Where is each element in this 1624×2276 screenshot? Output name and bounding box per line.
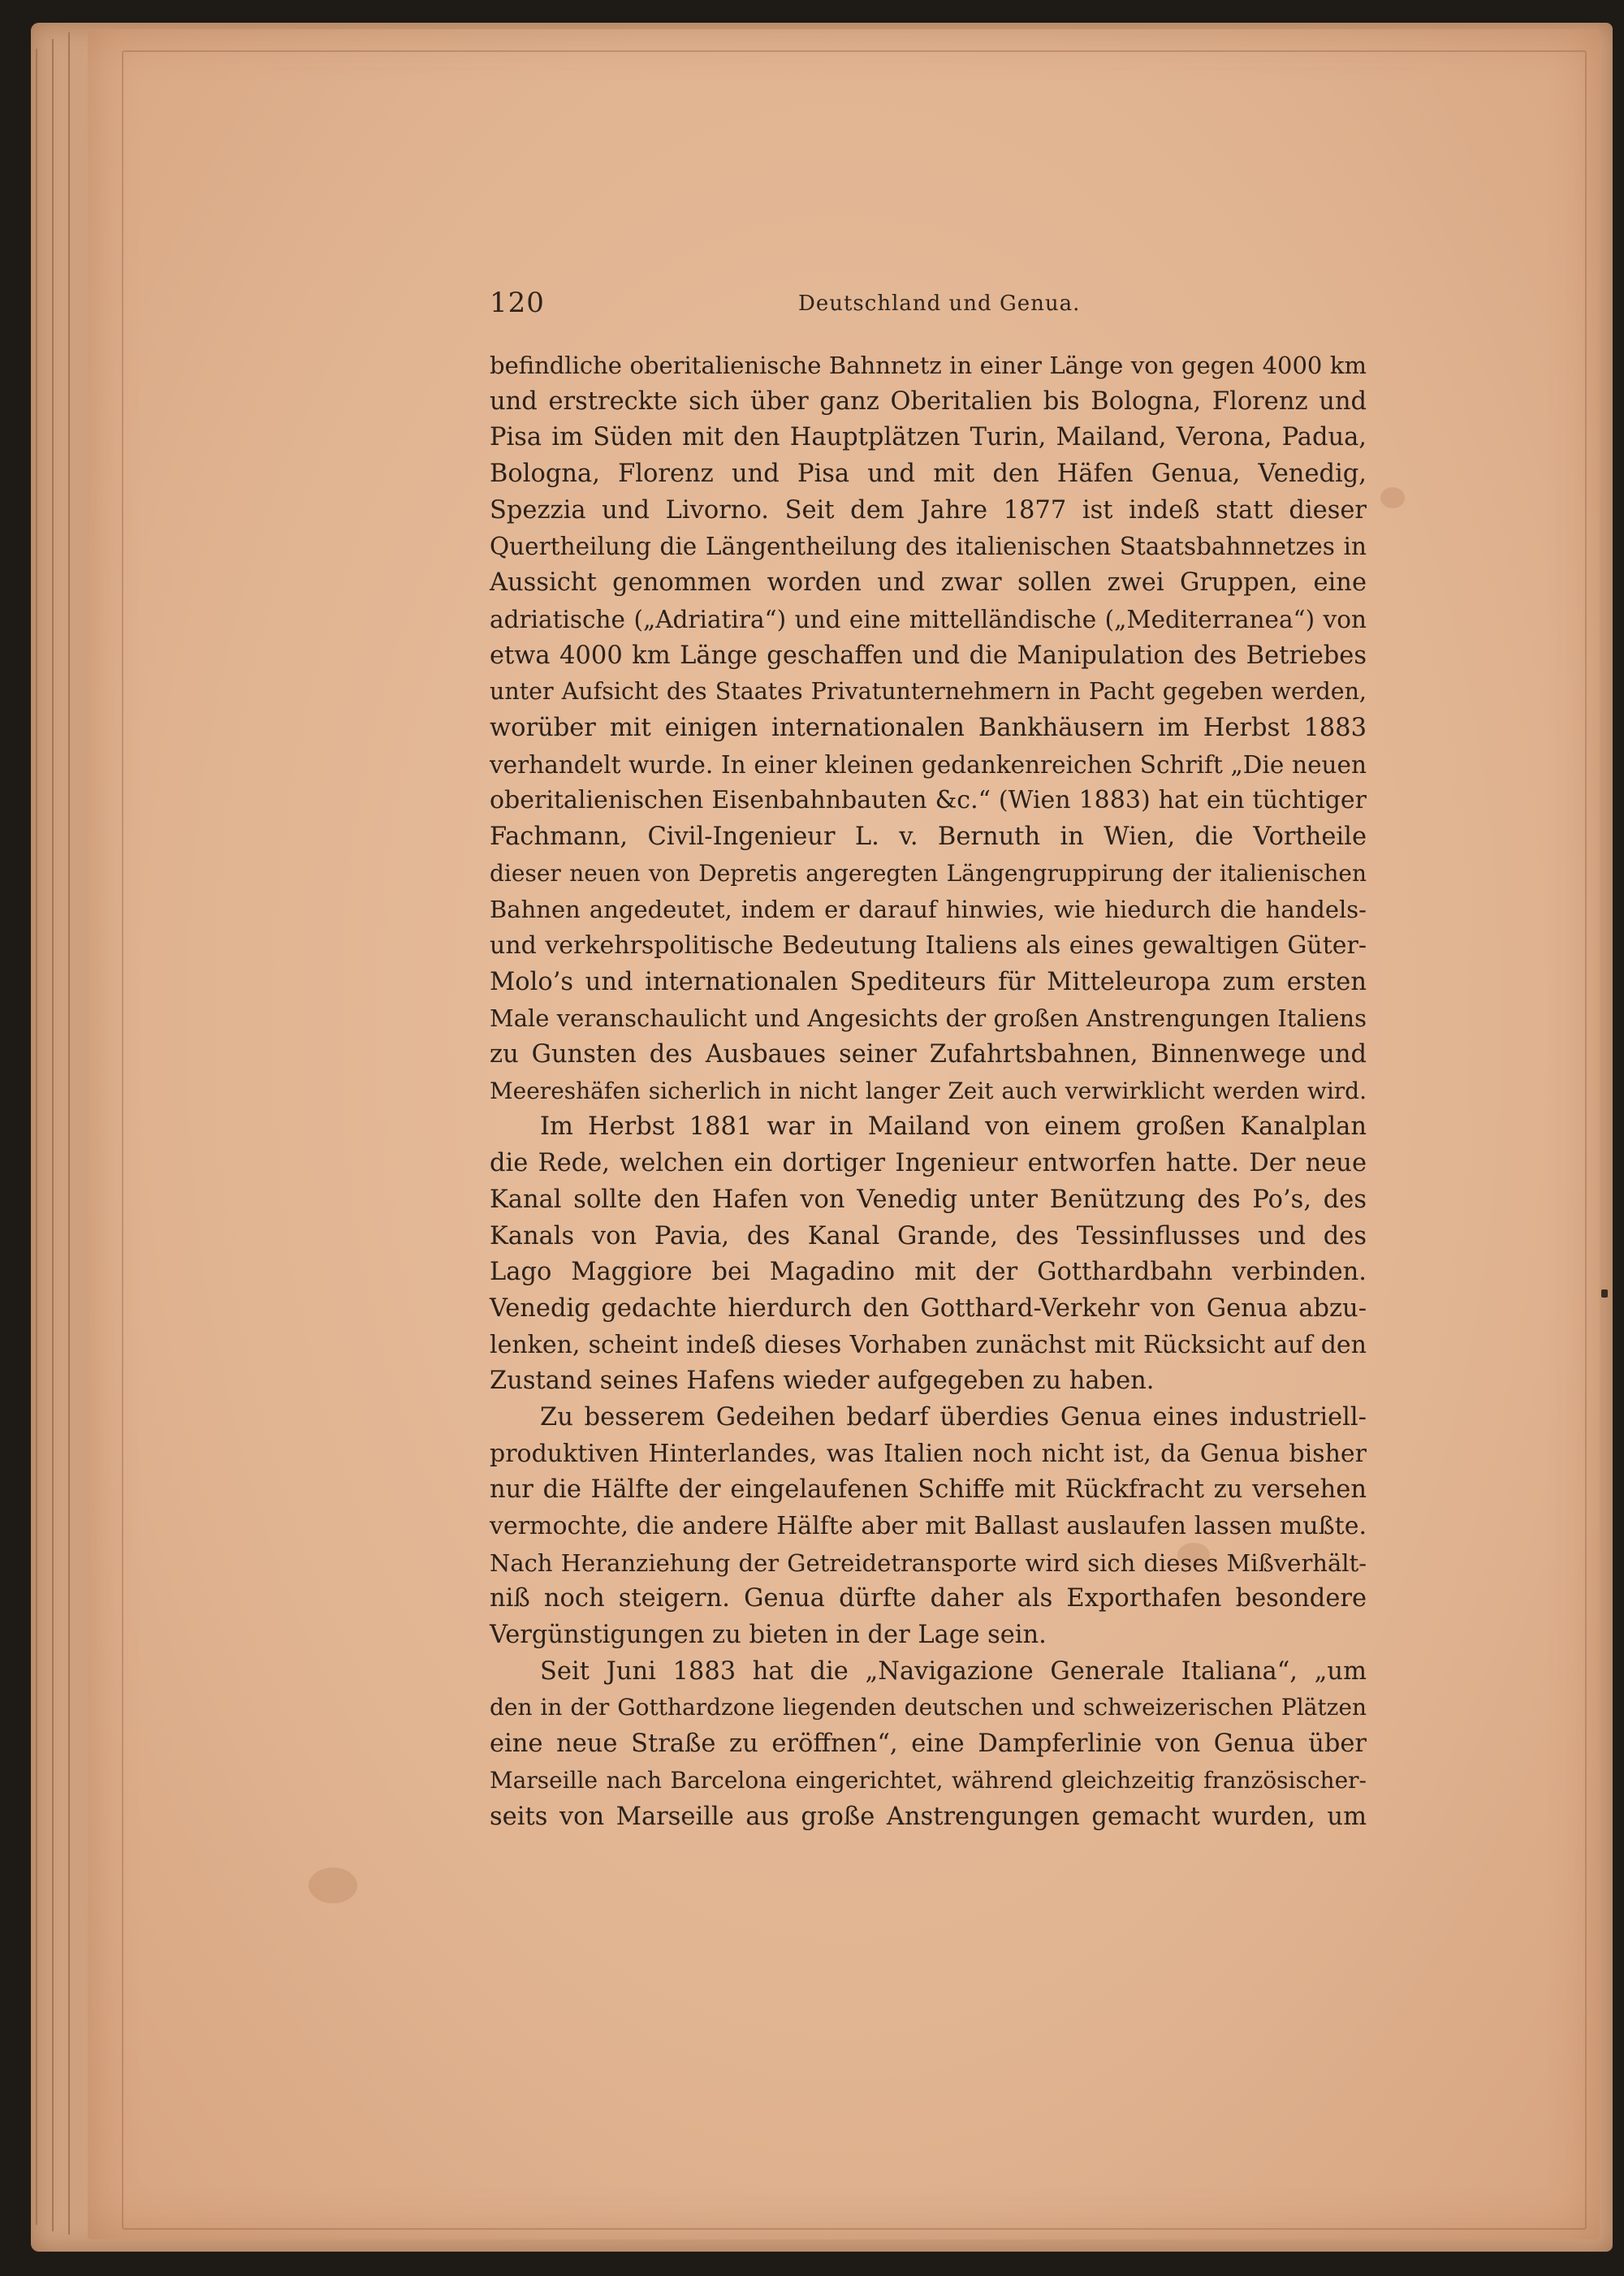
foxing-spot (1380, 487, 1405, 508)
text-line: Zu besserem Gedeihen bedarf überdies Genua eines industriell- (540, 1402, 1367, 1432)
text-line: Male veranschaulicht und Angesichts der großen Anstrengungen Italiens (490, 1004, 1367, 1033)
text-line: Pisa im Süden mit den Hauptplätzen Turin, Mailand, Verona, Padua, (490, 423, 1367, 452)
text-line: Vergünstigungen zu bieten in der Lage sein. (490, 1621, 1047, 1650)
page-marker (1601, 1289, 1608, 1298)
text-line: zu Gunsten des Ausbaues seiner Zufahrtsbahnen, Binnenwege und (490, 1040, 1367, 1069)
text-line: Marseille nach Barcelona eingerichtet, während gleichzeitig französischer- (490, 1766, 1367, 1794)
text-line: befindliche oberitalienische Bahnnetz in einer Länge von gegen 4000 km (490, 352, 1367, 379)
text-line: vermochte, die andere Hälfte aber mit Ballast auslaufen lassen mußte. (490, 1512, 1367, 1540)
text-line: Im Herbst 1881 war in Mailand von einem großen Kanalplan (540, 1112, 1367, 1142)
foxing-spot (309, 1868, 357, 1903)
text-line: verhandelt wurde. In einer kleinen gedankenreichen Schrift „Die neuen (490, 750, 1367, 779)
text-line: niß noch steigern. Genua dürfte daher als Exporthafen besondere (490, 1584, 1367, 1613)
text-line: Meereshäfen sicherlich in nicht langer Zeit auch verwirklicht werden wird. (490, 1077, 1367, 1104)
text-line: dieser neuen von Depretis angeregten Längengruppirung der italienischen (490, 859, 1367, 887)
text-line: Molo’s und internationalen Spediteurs für Mitteleuropa zum ersten (490, 967, 1367, 996)
text-line: adriatische („Adriatira“) und eine mittelländische („Mediterranea“) von (490, 605, 1367, 633)
text-line: den in der Gotthardzone liegenden deutschen und schweizerischen Plätzen (490, 1694, 1367, 1721)
text-line: Kanal sollte den Hafen von Venedig unter Benützung des Po’s, des (490, 1185, 1367, 1214)
text-line: die Rede, welchen ein dortiger Ingenieur entworfen hatte. Der neue (490, 1149, 1367, 1178)
running-head-title: Deutschland und Genua. (798, 292, 1081, 316)
text-line: oberitalienischen Eisenbahnbauten &c.“ (Wien 1883) hat ein tüchtiger (490, 786, 1367, 815)
text-line: Lago Maggiore bei Magadino mit der Gotthardbahn verbinden. (490, 1258, 1367, 1287)
text-line: nur die Hälfte der eingelaufenen Schiffe mit Rückfracht zu versehen (490, 1475, 1367, 1505)
text-line: unter Aufsicht des Staates Privatunternehmern in Pacht gegeben werden, (490, 678, 1367, 706)
text-line: lenken, scheint indeß dieses Vorhaben zunächst mit Rücksicht auf den (490, 1330, 1367, 1359)
text-line: Seit Juni 1883 hat die „Navigazione Generale Italiana“, „um (540, 1656, 1367, 1686)
text-line: produktiven Hinterlandes, was Italien noch nicht ist, da Genua bisher (490, 1439, 1367, 1468)
text-line: seits von Marseille aus große Anstrengungen gemacht wurden, um (490, 1802, 1367, 1831)
page-number: 120 (490, 287, 545, 319)
text-line: und erstreckte sich über ganz Oberitalien bis Bologna, Florenz und (490, 387, 1367, 416)
text-line: Aussicht genommen worden und zwar sollen zwei Gruppen, eine (490, 568, 1367, 598)
text-line: Quertheilung die Längentheilung des italienischen Staatsbahnnetzes in (490, 533, 1367, 561)
text-line: eine neue Straße zu eröffnen“, eine Dampferlinie von Genua über (490, 1730, 1367, 1759)
text-line: etwa 4000 km Länge geschaffen und die Manipulation des Betriebes (490, 641, 1367, 670)
text-line: Bahnen angedeutet, indem er darauf hinwies, wie hiedurch die handels- (490, 896, 1367, 924)
text-line: Spezzia und Livorno. Seit dem Jahre 1877 ist indeß statt dieser (490, 495, 1367, 525)
text-line: Venedig gedachte hierdurch den Gotthard-Verkehr von Genua abzu- (490, 1293, 1367, 1323)
text-line: Nach Heranziehung der Getreidetransporte wird sich dieses Mißverhält- (490, 1548, 1367, 1577)
text-line: Bologna, Florenz und Pisa und mit den Häfen Genua, Venedig, (490, 460, 1367, 489)
text-line: und verkehrspolitische Bedeutung Italiens als eines gewaltigen Güter- (490, 931, 1367, 960)
text-line: worüber mit einigen internationalen Bankhäusern im Herbst 1883 (490, 713, 1367, 742)
text-line: Zustand seines Hafens wieder aufgegeben zu haben. (490, 1367, 1155, 1396)
text-line: Fachmann, Civil-Ingenieur L. v. Bernuth in Wien, die Vortheile (490, 822, 1367, 851)
body-text (490, 348, 1367, 1835)
running-head (490, 287, 1367, 322)
text-line: Kanals von Pavia, des Kanal Grande, des Tessinflusses und des (490, 1221, 1367, 1250)
